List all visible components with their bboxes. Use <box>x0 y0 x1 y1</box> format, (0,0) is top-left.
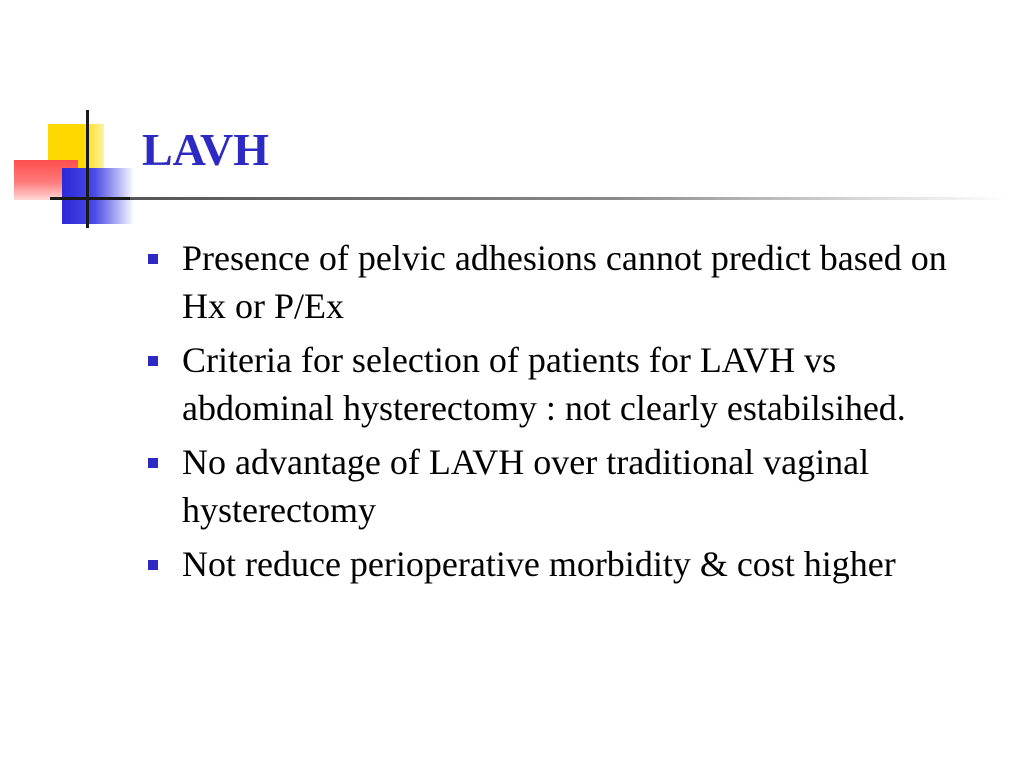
bullet-text: Criteria for selection of patients for LAVH vs abdominal hysterectomy : not clearly estabilsihed. <box>182 340 906 428</box>
square-bullet-icon <box>148 254 158 264</box>
square-bullet-icon <box>148 458 158 468</box>
title-underline <box>130 197 1010 200</box>
bullet-item <box>146 438 996 534</box>
bullet-item <box>146 234 996 330</box>
square-bullet-icon <box>148 356 158 366</box>
bullet-list <box>146 234 996 594</box>
logo-blue-square <box>62 168 134 224</box>
logo-horizontal-line <box>50 197 140 200</box>
bullet-text: Presence of pelvic adhesions cannot predict based on Hx or P/Ex <box>182 238 947 326</box>
bullet-text: Not reduce perioperative morbidity & cost higher <box>182 544 896 584</box>
bullet-text: No advantage of LAVH over traditional vaginal hysterectomy <box>182 442 870 530</box>
slide-title: LAVH <box>142 124 269 175</box>
bullet-item <box>146 540 996 588</box>
logo-vertical-line <box>86 110 89 228</box>
bullet-item <box>146 336 996 432</box>
square-bullet-icon <box>148 560 158 570</box>
